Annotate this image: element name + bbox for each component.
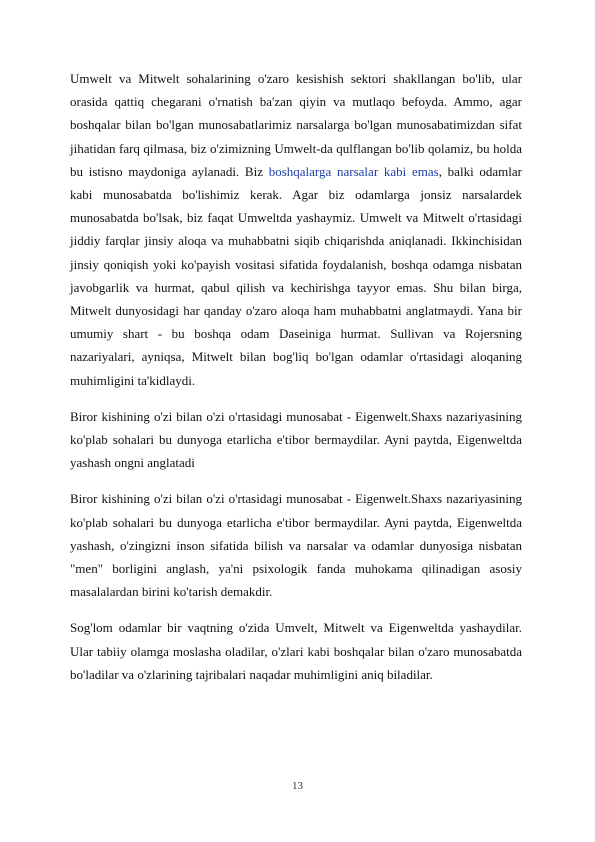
paragraph-text-after-link: , balki odamlar kabi munosabatda bo'lishimiz kerak. Agar biz odamlarga jonsiz narsalardek munosabatda bo'lsak, biz faqat Umweltda yashaymiz. Umwelt va Mitwelt o'rtasidagi jiddiy farqlar jinsiy aloqa va muhabbatni siqib chiqarishda aniqlanadi. Ikkinchisidan jinsiy qoniqish yoki ko'payish vositasi sifatida foydalanish, boshqa odamga nisbatan javobgarlik va hurmat, qabul qilish va kechirishga tayyor emas. Shu bilan birga, Mitwelt dunyosidagi har qanday o'zaro aloqa ham muhabbatni anglatmaydi. Yana bir umumiy shart - bu boshqa odam Daseiniga hurmat. Sullivan va Rojersning nazariyalari, ayniqsa, Mitwelt bilan bog'liq bo'lgan odamlar o'rtasidagi aloqaning muhimligini ta'kidlaydi. — [70, 163, 522, 388]
paragraph-healthy-people: Sog'lom odamlar bir vaqtning o'zida Umvelt, Mitwelt va Eigenweltda yashaydilar. Ular tabiiy olamga moslasha oladilar, o'zlari kabi boshqalar bilan o'zaro munosabatda bo'ladilar va o'zlarining tajribalari naqadar muhimligini aniq biladilar. — [70, 620, 522, 682]
page-number: 13 — [292, 780, 303, 792]
document-body — [70, 67, 522, 699]
inline-link[interactable]: boshqalarga narsalar kabi emas — [268, 163, 439, 179]
paragraph-umwelt-mitwelt — [70, 67, 522, 392]
paragraph-eigenwelt-detail: Biror kishining o'zi bilan o'zi o'rtasidagi munosabat - Eigenwelt.Shaxs nazariyasining ko'plab sohalari bu dunyoga etarlicha e'tibor bermaydilar. Ayni paytda, Eigenweltda yashash, o'zingizni inson sifatida bilish va narsalar va odamlar dunyosiga nisbatan "men" borligini anglash, ya'ni psixologik fanda muhokama qilinadigan asosiy masalalardan birini ko'tarish demakdir. — [70, 491, 522, 600]
paragraph-text-before-link: Umwelt va Mitwelt sohalarining o'zaro kesishish sektori shakllangan bo'lib, ular orasida qattiq chegarani o'rnatish ba'zan qiyin va mutlaqo befoyda. Ammo, agar boshqalar bilan bo'lgan munosabatlarimiz narsalarga bo'lgan munosabatimizdan sifat jihatidan farq qilmasa, biz o'zimizning Umwelt-da qulflangan bo'lib qolamiz, bu holda bu istisno maydoniga aylanadi. Biz — [70, 71, 522, 179]
paragraph-eigenwelt-intro: Biror kishining o'zi bilan o'zi o'rtasidagi munosabat - Eigenwelt.Shaxs nazariyasining ko'plab sohalari bu dunyoga etarlicha e'tibor bermaydilar. Ayni paytda, Eigenweltda yashash ongni anglatadi — [70, 408, 522, 471]
